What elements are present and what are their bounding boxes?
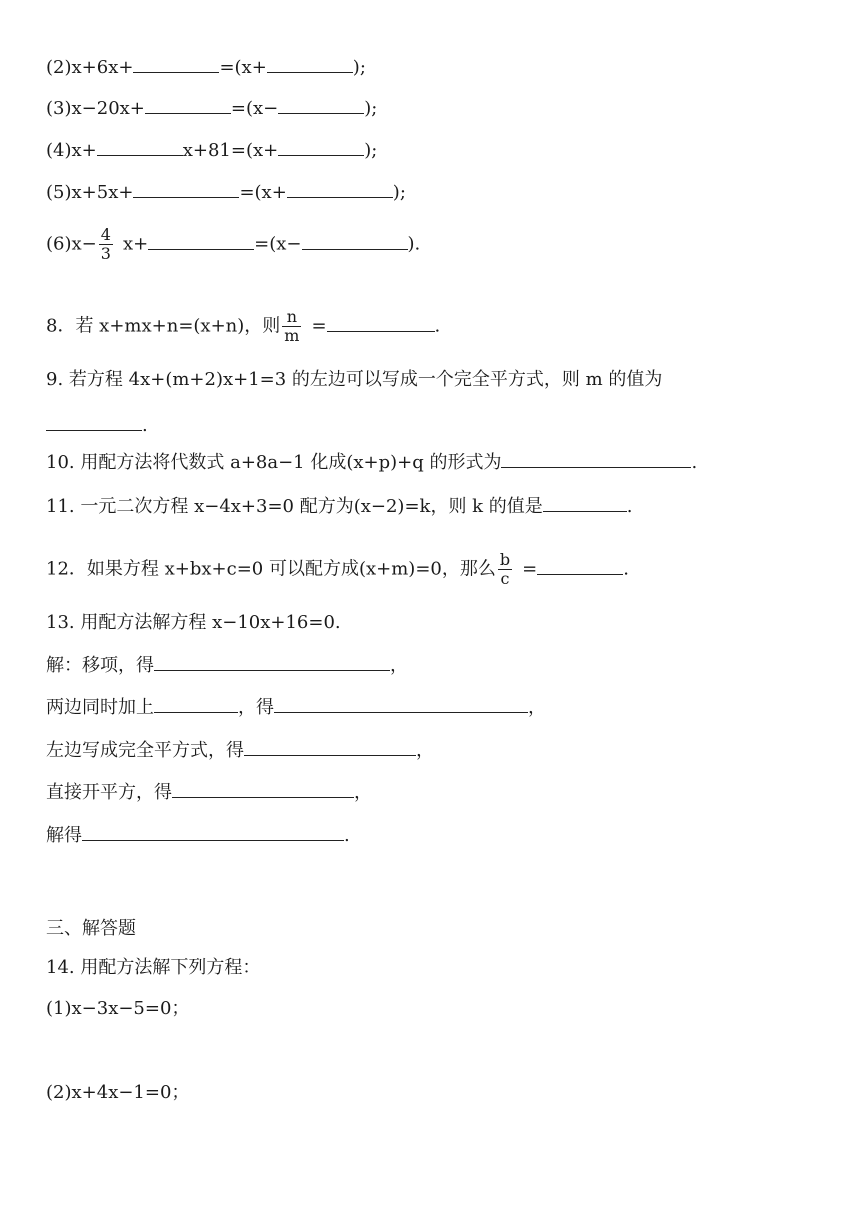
answer-blank[interactable]: [327, 315, 435, 332]
q7-item-3: (3)x−20x+ =(x− );: [46, 98, 378, 119]
answer-blank[interactable]: [543, 495, 627, 512]
question-9-answer: .: [46, 414, 148, 438]
answer-blank[interactable]: [302, 233, 408, 250]
question-14: 14. 用配方法解下列方程：: [46, 957, 261, 978]
q13-step-1: 解：移项，得 ，: [46, 655, 408, 676]
answer-blank[interactable]: [145, 97, 231, 114]
question-11: 11. 一元二次方程 x−4x+3=0 配方为(x−2)=k，则 k 的值是 .: [46, 496, 633, 517]
q7-item-2: (2)x+6x+ =(x+ );: [46, 57, 366, 78]
answer-blank[interactable]: [267, 56, 353, 73]
answer-blank[interactable]: [274, 696, 528, 713]
answer-blank[interactable]: [287, 181, 393, 198]
answer-blank[interactable]: [133, 56, 219, 73]
q7-item-4: (4)x+ x+81=(x+ );: [46, 140, 378, 161]
answer-blank[interactable]: [244, 739, 416, 756]
answer-blank[interactable]: [278, 139, 364, 156]
q13-step-2: 两边同时加上 ，得 ，: [46, 697, 546, 718]
fraction: $\frac{b}{c}$: [499, 550, 511, 588]
answer-blank[interactable]: [46, 414, 142, 431]
q13-step-4: 直接开平方，得 ，: [46, 782, 372, 803]
q7-item-5: (5)x+5x+ =(x+ );: [46, 182, 406, 203]
question-9: 9. 若方程 4x+(m+2)x+1=3 的左边可以写成一个完全平方式，则 m 的值为: [46, 369, 663, 390]
answer-blank[interactable]: [154, 696, 238, 713]
answer-blank[interactable]: [172, 781, 354, 798]
fraction: $\frac{4}{3}$: [100, 225, 111, 263]
q13-step-3: 左边写成完全平方式，得 ，: [46, 740, 434, 761]
q14-item-2: (2)x+4x−1=0；: [46, 1082, 190, 1103]
question-12: 12．如果方程 x+bx+c=0 可以配方成(x+m)=0，那么 $\frac{b}{c}$ = .: [46, 550, 629, 588]
answer-blank[interactable]: [97, 139, 183, 156]
q7-item-6: (6)x− $\frac{4}{3}$ x+ =(x− ).: [46, 225, 421, 263]
question-10: 10. 用配方法将代数式 a+8a−1 化成(x+p)+q 的形式为 .: [46, 452, 698, 473]
answer-blank[interactable]: [537, 558, 623, 575]
question-13: 13. 用配方法解方程 x−10x+16=0.: [46, 612, 341, 633]
section-heading: 三、解答题: [46, 918, 136, 939]
answer-blank[interactable]: [501, 451, 691, 468]
answer-blank[interactable]: [82, 824, 344, 841]
answer-blank[interactable]: [278, 97, 364, 114]
q13-step-5: 解得 .: [46, 825, 350, 846]
fraction: $\frac{n}{m}$: [284, 307, 300, 345]
q14-item-1: (1)x−3x−5=0；: [46, 998, 190, 1019]
answer-blank[interactable]: [148, 233, 254, 250]
answer-blank[interactable]: [154, 654, 390, 671]
answer-blank[interactable]: [133, 181, 239, 198]
question-8: 8．若 x+mx+n=(x+n)，则 $\frac{n}{m}$ = .: [46, 307, 441, 345]
